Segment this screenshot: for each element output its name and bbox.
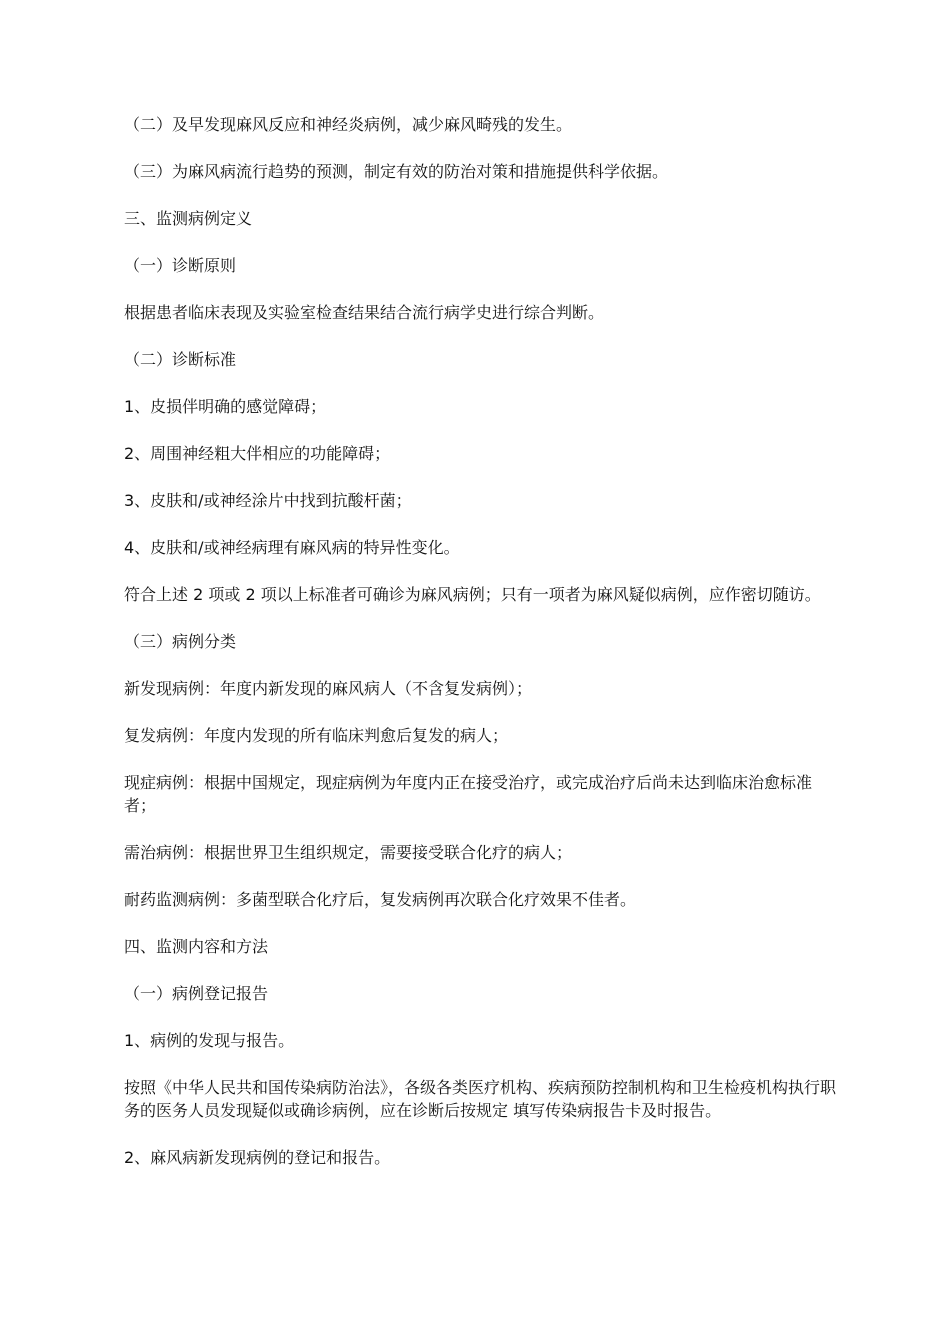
heading-section-3: 三、监测病例定义 (124, 209, 253, 228)
heading-section-4: 四、监测内容和方法 (124, 937, 269, 956)
paragraph-treatment-case: 需治病例：根据世界卫生组织规定，需要接受联合化疗的病人； (124, 843, 573, 862)
heading-case-classification: （三）病例分类 (124, 632, 237, 651)
paragraph-reporting-law: 按照《中华人民共和国传染病防治法》，各级各类医疗机构、疾病预防控制机构和卫生检疫机构执行职务的医务人员发现疑似或确诊病例，应在诊断后按规定 填写传染病报告卡及时报告。 (124, 1078, 837, 1120)
criterion-1: 1、皮损伴明确的感觉障碍； (124, 397, 327, 416)
document-page (124, 113, 836, 1169)
item-case-discovery: 1、病例的发现与报告。 (124, 1031, 295, 1050)
paragraph-goal-2: （二）及早发现麻风反应和神经炎病例，减少麻风畸残的发生。 (124, 115, 573, 134)
paragraph-diagnosis-rule: 符合上述 2 项或 2 项以上标准者可确诊为麻风病例；只有一项者为麻风疑似病例，应作密切随访。 (124, 585, 821, 604)
paragraph-new-case: 新发现病例：年度内新发现的麻风病人（不含复发病例）； (124, 679, 533, 698)
criterion-2: 2、周围神经粗大伴相应的功能障碍； (124, 444, 391, 463)
paragraph-relapse-case: 复发病例：年度内发现的所有临床判愈后复发的病人； (124, 726, 509, 745)
criterion-3: 3、皮肤和/或神经涂片中找到抗酸杆菌； (124, 491, 412, 510)
paragraph-current-case: 现症病例：根据中国规定，现症病例为年度内正在接受治疗，或完成治疗后尚未达到临床治愈标准者； (124, 773, 813, 815)
heading-case-registration: （一）病例登记报告 (124, 984, 269, 1003)
paragraph-diagnosis-principle: 根据患者临床表现及实验室检查结果结合流行病学史进行综合判断。 (124, 303, 605, 322)
heading-diagnosis-standard: （二）诊断标准 (124, 350, 237, 369)
item-new-case-registration: 2、麻风病新发现病例的登记和报告。 (124, 1148, 391, 1167)
paragraph-goal-3: （三）为麻风病流行趋势的预测，制定有效的防治对策和措施提供科学依据。 (124, 162, 669, 181)
criterion-4: 4、皮肤和/或神经病理有麻风病的特异性变化。 (124, 538, 460, 557)
paragraph-resistance-case: 耐药监测病例：多菌型联合化疗后，复发病例再次联合化疗效果不佳者。 (124, 890, 637, 909)
heading-diagnosis-principle: （一）诊断原则 (124, 256, 237, 275)
